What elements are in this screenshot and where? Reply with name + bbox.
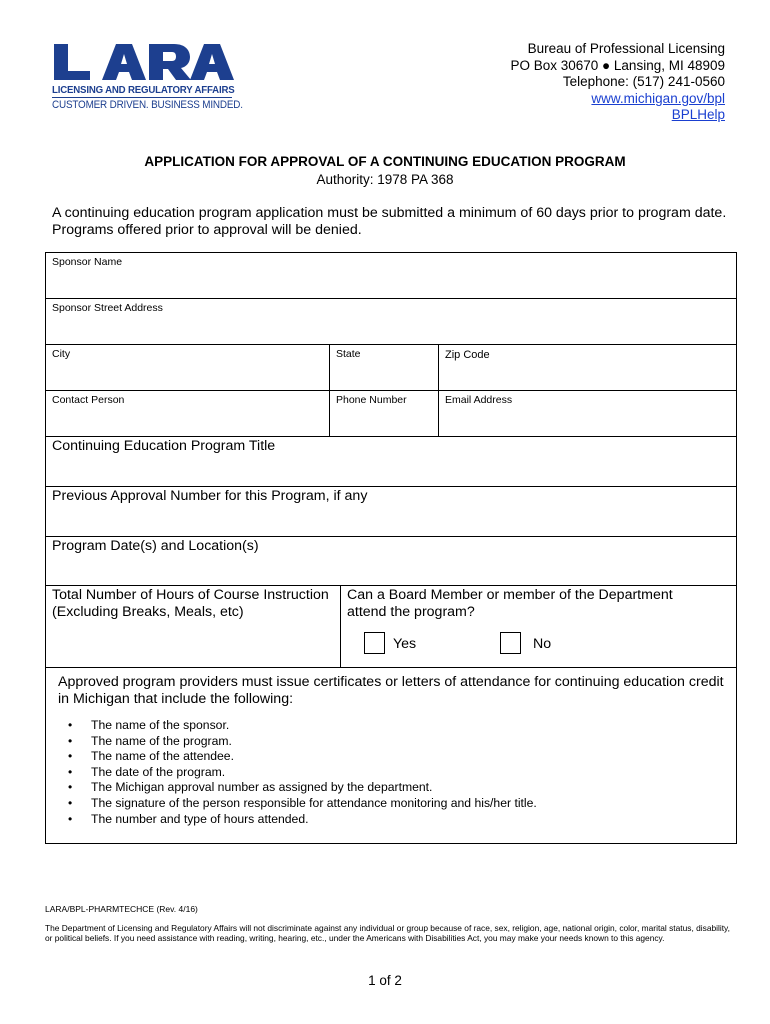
phone-label: Phone Number: [336, 394, 407, 406]
hours-label-line2: (Excluding Breaks, Meals, etc): [52, 604, 244, 620]
hours-attend-row: [46, 586, 736, 668]
city-label: City: [52, 348, 71, 360]
phone-field[interactable]: [329, 391, 438, 436]
authority-line: Authority: 1978 PA 368: [316, 172, 454, 187]
sponsor-name-field[interactable]: [46, 253, 736, 299]
attend-field: [340, 586, 736, 667]
list-item: • The number and type of hours attended.: [68, 812, 537, 828]
attend-question: Can a Board Member or member of the Department attend the program?: [347, 587, 673, 620]
hours-field[interactable]: [46, 586, 340, 667]
hours-label-line1: Total Number of Hours of Course Instruction: [52, 587, 329, 603]
list-item: • The Michigan approval number as assigned by the department.: [68, 780, 537, 796]
disclaimer-text: The Department of Licensing and Regulatory Affairs will not discriminate against any individual or group because of race, sex, religion, age, national origin, color, marital status, disability, or political beliefs. If you need assistance with reading, writing, hearing, etc., under the Americans with Disabilities Act, you may make your needs known to this agency.: [45, 923, 730, 944]
dates-location-field[interactable]: [46, 537, 736, 586]
state-label: State: [336, 348, 361, 360]
document-title: APPLICATION FOR APPROVAL OF A CONTINUING EDUCATION PROGRAM: [144, 154, 626, 169]
state-field[interactable]: [329, 345, 438, 390]
page-number: 1 of 2: [368, 973, 402, 988]
zip-label: Zip Code: [445, 349, 490, 361]
list-item: • The signature of the person responsible for attendance monitoring and his/her title.: [68, 796, 537, 812]
form-id: LARA/BPL-PHARMTECHCE (Rev. 4/16): [45, 904, 198, 914]
po-box: PO Box 30670 ● Lansing, MI 48909: [510, 57, 725, 73]
telephone: Telephone: (517) 241-0560: [562, 74, 725, 90]
list-item: • The name of the sponsor.: [68, 718, 537, 734]
list-item: • The name of the attendee.: [68, 749, 537, 765]
contact-row: [46, 391, 736, 437]
lara-wordmark-icon: [52, 42, 234, 82]
logo-divider: [52, 97, 232, 98]
email-label: Email Address: [445, 394, 513, 406]
email-field[interactable]: [438, 391, 736, 436]
dates-location-label: Program Date(s) and Location(s): [52, 538, 259, 554]
requirements-text: Approved program providers must issue certificates or letters of attendance for continuing education credit in Michigan that include the following:: [58, 674, 724, 707]
bureau-name: Bureau of Professional Licensing: [527, 41, 725, 56]
logo-tagline-2: CUSTOMER DRIVEN. BUSINESS MINDED.: [52, 99, 243, 111]
address-block: [510, 41, 725, 124]
city-state-zip-row: [46, 345, 736, 391]
sponsor-address-label: Sponsor Street Address: [52, 302, 163, 314]
program-title-label: Continuing Education Program Title: [52, 438, 276, 454]
bpl-help-link[interactable]: BPLHelp: [671, 107, 725, 123]
program-title-field[interactable]: [46, 437, 736, 487]
no-checkbox[interactable]: [500, 632, 521, 654]
previous-approval-field[interactable]: [46, 487, 736, 537]
list-item: • The date of the program.: [68, 765, 537, 781]
intro-text: A continuing education program application must be submitted a minimum of 60 days prior to program date. Programs offered prior to approval will be denied.: [52, 205, 727, 238]
previous-approval-label: Previous Approval Number for this Program, if any: [52, 488, 368, 504]
website-link[interactable]: www.michigan.gov/bpl: [591, 90, 725, 106]
sponsor-name-label: Sponsor Name: [52, 256, 123, 268]
requirements-list: [68, 718, 537, 827]
contact-label: Contact Person: [52, 394, 125, 406]
sponsor-address-field[interactable]: [46, 299, 736, 345]
yes-label: Yes: [393, 636, 417, 652]
no-label: No: [533, 636, 552, 652]
list-item: • The name of the program.: [68, 734, 537, 750]
yes-checkbox[interactable]: [364, 632, 385, 654]
lara-logo: [52, 42, 242, 116]
city-field[interactable]: [46, 345, 329, 390]
contact-field[interactable]: [46, 391, 329, 436]
zip-field[interactable]: [438, 345, 736, 390]
logo-tagline-1: LICENSING AND REGULATORY AFFAIRS: [52, 84, 235, 96]
